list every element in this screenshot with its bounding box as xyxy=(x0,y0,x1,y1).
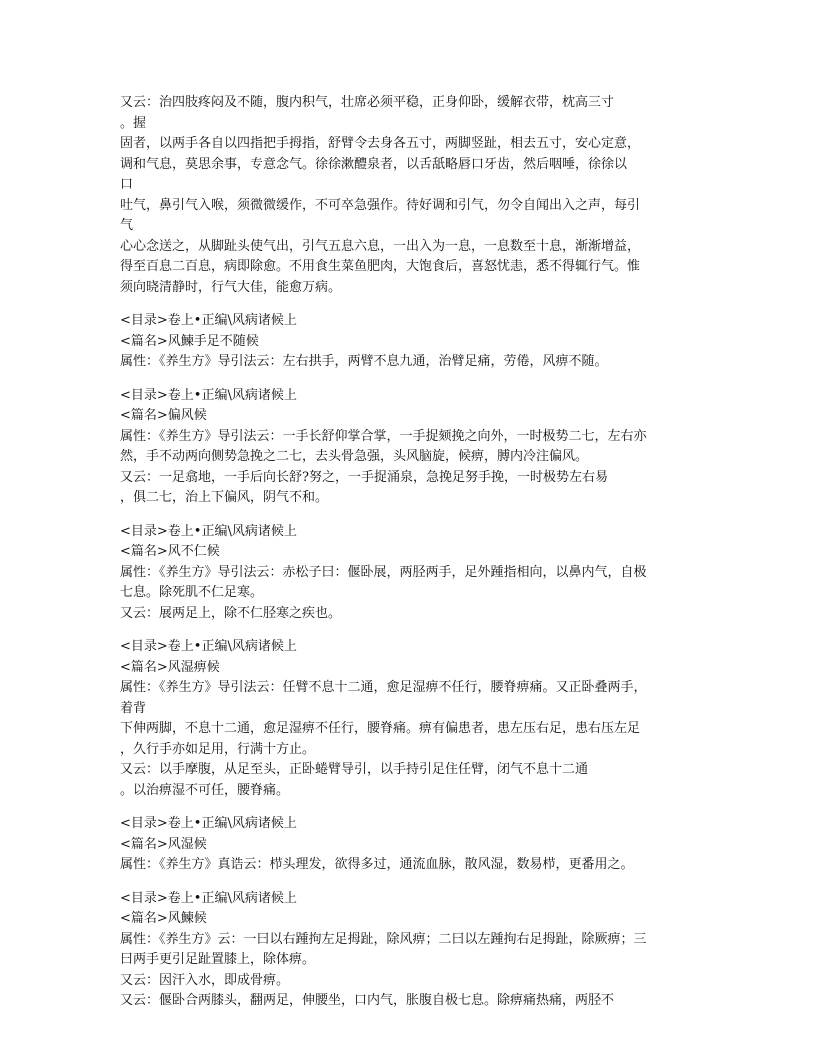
text-line: ，久行手亦如足用，行满十方止。 xyxy=(120,741,316,757)
text-line: <篇名>风湿候 xyxy=(120,836,207,852)
text-block xyxy=(120,889,696,1012)
text-line: 又云：以手摩腹，从足至头，正卧蜷臂导引，以手持引足住任臂，闭气不息十二通 xyxy=(120,762,589,777)
text-line: 然，手不动两向侧势急挽之二七，去头骨急强，头风脑旋，候痹，膊内冷注偏风。 xyxy=(120,449,589,464)
text-line: 又云：因汗入水，即成骨痹。 xyxy=(120,972,290,988)
text-line: <篇名>风鰊手足不随候 xyxy=(120,333,259,349)
paragraph-gap xyxy=(120,876,696,889)
text-line: <目录>卷上•正编\风病诸候上 xyxy=(120,523,297,539)
text-line: 属性：《养生方》云：一曰以右踵拘左足拇趾，除风痹；二曰以左踵拘右足拇趾，除厥痹；三 xyxy=(120,931,647,947)
document-page xyxy=(120,93,696,1012)
text-line: 又云：治四肢疼闷及不随，腹内积气，壮席必须平稳，正身仰卧，缓解衣带，枕高三寸 xyxy=(120,95,615,110)
text-block xyxy=(120,522,696,625)
text-line: 又云：一足翕地，一手后向长舒?努之，一手捉涌泉，急挽足努手挽，一时极势左右易 xyxy=(120,469,608,485)
text-line: 又云：展两足上，除不仁胫寒之疾也。 xyxy=(120,605,342,621)
text-line: 心心念送之，从脚趾头使气出，引气五息六息，一出入为一息，一息数至十息，渐渐增益， xyxy=(120,238,641,254)
text-line: 属性：《养生方》真诰云：栉头理发，欲得多过，通流血脉，散风湿，数易栉，更番用之。 xyxy=(120,857,634,872)
text-line: 。以治痹湿不可任，腰脊痛。 xyxy=(120,782,290,798)
text-line: <篇名>风鰊候 xyxy=(120,911,207,926)
paragraph-gap xyxy=(120,509,696,522)
text-line: <目录>卷上•正编\风病诸候上 xyxy=(120,890,297,906)
text-line: 固者，以两手各自以四指把手拇指，舒臂令去身各五寸，两脚竖趾，相去五寸，安心定意， xyxy=(120,136,641,151)
text-line: 调和气息，莫思余事，专意念气。徐徐漱醴泉者，以舌舐略唇口牙齿，然后咽唾，徐徐以 xyxy=(120,156,628,172)
text-line: <目录>卷上•正编\风病诸候上 xyxy=(120,816,297,831)
text-line: 气 xyxy=(120,218,134,233)
text-line: 属性：《养生方》导引法云：赤松子曰：偃卧展，两胫两手，足外踵指相向，以鼻内气，自极 xyxy=(120,564,647,580)
text-line: 下伸两脚，不息十二通，愈足湿痹不任行，腰脊痛。痹有偏患者，患左压右足，患右压左足 xyxy=(120,721,641,736)
text-line: <篇名>风不仁候 xyxy=(120,544,220,559)
text-block xyxy=(120,311,696,373)
paragraph-gap xyxy=(120,298,696,311)
text-line: <篇名>偏风候 xyxy=(120,408,207,423)
paragraph-gap xyxy=(120,373,696,386)
paragraph-gap xyxy=(120,624,696,637)
text-block xyxy=(120,637,696,801)
text-line: 七息。除死肌不仁足寒。 xyxy=(120,585,264,600)
text-line: 口 xyxy=(120,177,134,192)
text-line: 吐气，鼻引气入喉，须微微缓作，不可卒急强作。待好调和引气，勿令自闻出入之声，每引 xyxy=(120,197,641,213)
text-block xyxy=(120,814,696,876)
text-line: 。握 xyxy=(120,115,147,131)
text-line: <目录>卷上•正编\风病诸候上 xyxy=(120,313,297,328)
paragraph-gap xyxy=(120,801,696,814)
text-line: 属性：《养生方》导引法云：一手长舒仰掌合掌，一手捉颏挽之向外，一时极势二七，左右亦 xyxy=(120,428,647,444)
text-line: 须向晓清静时，行气大佳，能愈万病。 xyxy=(120,279,342,295)
text-line: 着背 xyxy=(120,700,147,716)
text-line: 属性：《养生方》导引法云：左右拱手，两臂不息九通，治臂足痛，劳倦，风痹不随。 xyxy=(120,354,608,369)
text-line: <目录>卷上•正编\风病诸候上 xyxy=(120,639,297,654)
text-line: <篇名>风湿痹候 xyxy=(120,659,220,675)
text-line: 属性：《养生方》导引法云：任臂不息十二通，愈足湿痹不任行，腰脊痹痛。又正卧叠两手， xyxy=(120,680,647,695)
text-line: 得至百息二百息，病即除愈。不用食生菜鱼肥肉，大饱食后，喜怒忧恚，悉不得辄行气。惟 xyxy=(120,259,641,274)
text-block xyxy=(120,386,696,509)
text-line: 又云：偃卧合两膝头，翻两足，伸腰坐，口内气，胀腹自极七息。除痹痛热痛，两胫不 xyxy=(120,993,615,1008)
text-line: 曰两手更引足趾置膝上，除体痹。 xyxy=(120,952,316,967)
text-block xyxy=(120,93,696,298)
text-line: <目录>卷上•正编\风病诸候上 xyxy=(120,387,297,403)
text-line: ，俱二七，治上下偏风，阴气不和。 xyxy=(120,490,329,505)
